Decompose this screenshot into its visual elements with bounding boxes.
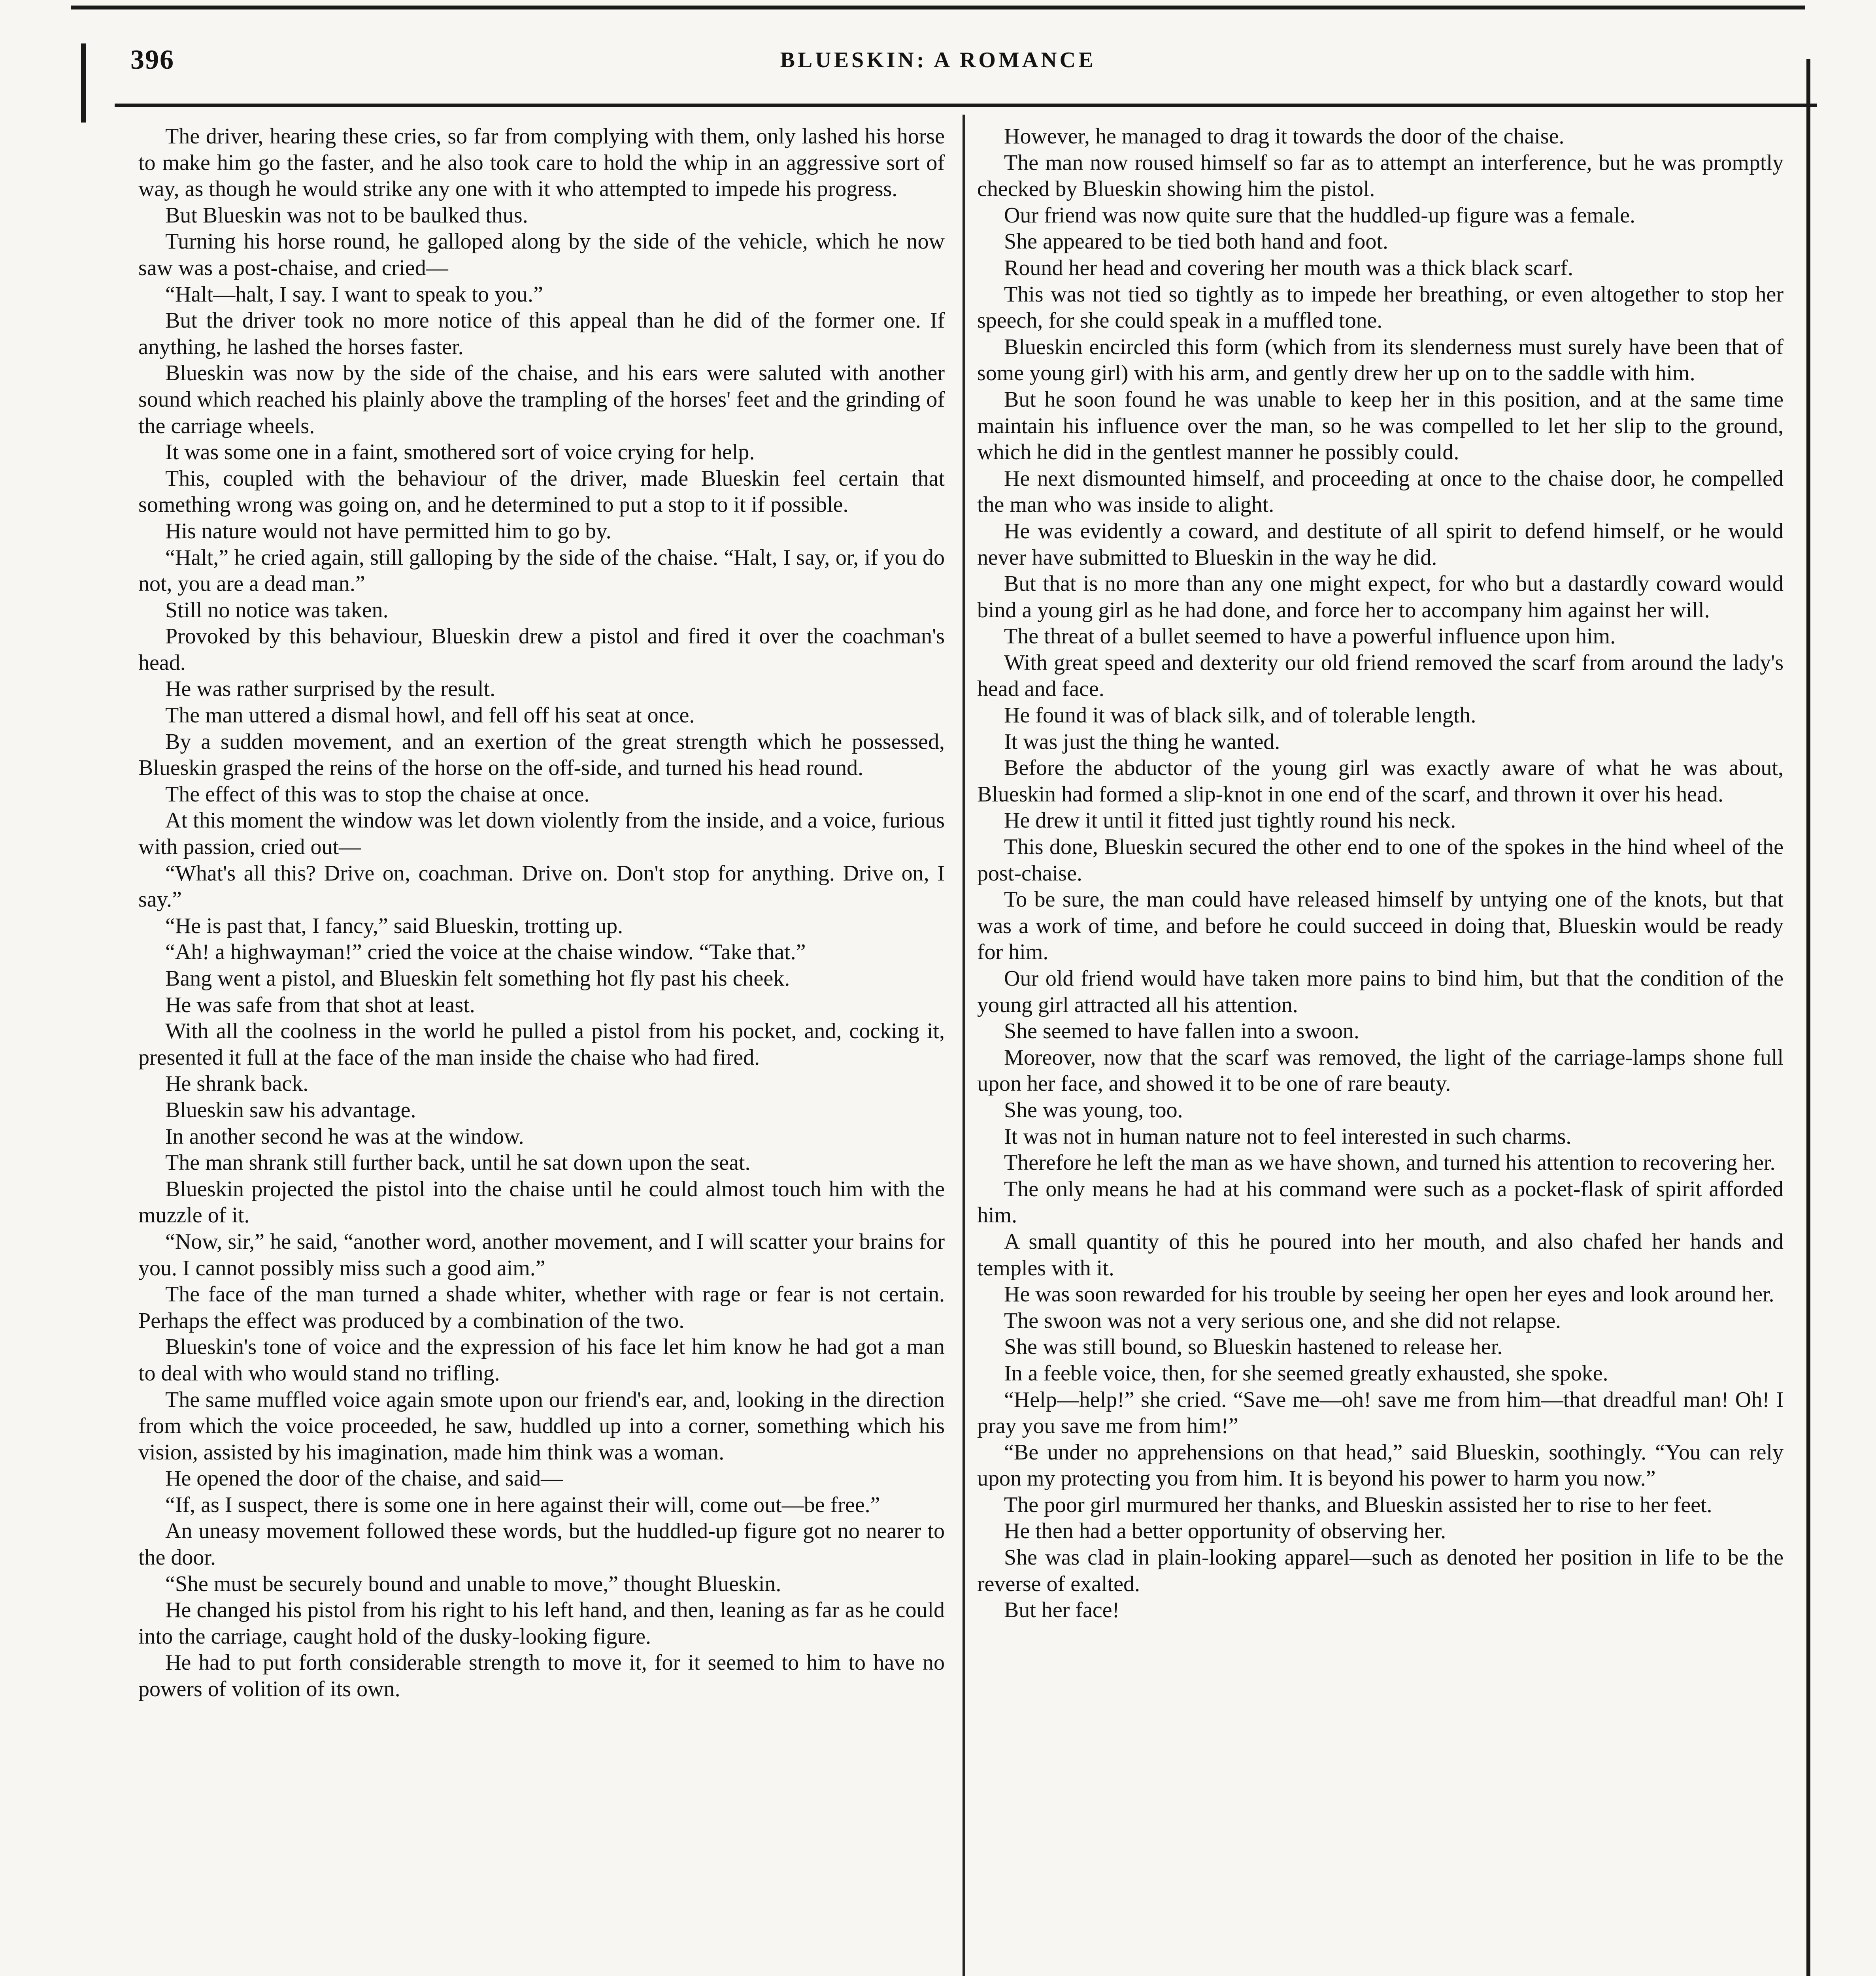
paragraph: But the driver took no more notice of this appeal than he did of the former one. If anything, he lashed the horses faster. — [138, 308, 945, 359]
paragraph: He next dismounted himself, and proceeding at once to the chaise door, he compelled the man who was inside to alight. — [977, 466, 1784, 517]
paragraph: She was still bound, so Blueskin hastened to release her. — [1004, 1335, 1503, 1359]
paragraph: Bang went a pistol, and Blueskin felt something hot fly past his cheek. — [165, 966, 790, 991]
paragraph: He drew it until it fitted just tightly round his neck. — [1004, 808, 1456, 833]
paragraph: An uneasy movement followed these words, but the huddled-up figure got no nearer to the door. — [138, 1519, 945, 1570]
paragraph: He shrank back. — [165, 1071, 309, 1096]
paragraph: The swoon was not a very serious one, and she did not relapse. — [1004, 1308, 1561, 1333]
paragraph: The only means he had at his command were such as a pocket-flask of spirit afforded him. — [977, 1177, 1784, 1228]
paragraph: “If, as I suspect, there is some one in here against their will, come out—be free.” — [165, 1492, 880, 1517]
paragraph: “Now, sir,” he said, “another word, another movement, and I will scatter your brains for you. I cannot possibly miss such a good aim.” — [138, 1229, 945, 1280]
paragraph: Blueskin saw his advantage. — [165, 1097, 416, 1122]
running-title: BLUESKIN: A ROMANCE — [780, 48, 1096, 72]
paragraph: But he soon found he was unable to keep her in this position, and at the same time maintain his influence over the man, so he was compelled to let her slip to the ground, which he did in the gentlest manner he possibly could. — [977, 387, 1784, 465]
paragraph: Still no notice was taken. — [165, 598, 389, 622]
paragraph: Our old friend would have taken more pains to bind him, but that the condition of the young girl attracted all his attention. — [977, 966, 1784, 1017]
paragraph: “What's all this? Drive on, coachman. Drive on. Don't stop for anything. Drive on, I say.” — [138, 861, 945, 912]
paragraph: He changed his pistol from his right to his left hand, and then, leaning as far as he could into the carriage, caught hold of the dusky-looking figure. — [138, 1598, 945, 1649]
paragraph: This done, Blueskin secured the other end to one of the spokes in the hind wheel of the post-chaise. — [977, 835, 1784, 886]
paragraph: The face of the man turned a shade whiter, whether with rage or fear is not certain. Perhaps the effect was produced by a combination of the two. — [138, 1282, 945, 1333]
paragraph: Moreover, now that the scarf was removed, the light of the carriage-lamps shone full upon her face, and showed it to be one of rare beauty. — [977, 1045, 1784, 1096]
paragraph: “She must be securely bound and unable to move,” thought Blueskin. — [165, 1571, 781, 1596]
paragraph: Turning his horse round, he galloped along by the side of the vehicle, which he now saw was a post-chaise, and cried— — [138, 229, 945, 280]
paragraph: This, coupled with the behaviour of the driver, made Blueskin feel certain that something wrong was going on, and he determined to put a stop to it if possible. — [138, 466, 945, 517]
header-rule — [115, 104, 1817, 107]
paragraph: He was rather surprised by the result. — [165, 677, 496, 701]
paragraph: At this moment the window was let down violently from the inside, and a voice, furious with passion, cried out— — [138, 808, 945, 860]
paragraph: In a feeble voice, then, for she seemed greatly exhausted, she spoke. — [1004, 1361, 1608, 1386]
paragraph: She was young, too. — [1004, 1097, 1183, 1122]
paragraph: However, he managed to drag it towards the door of the chaise. — [1004, 124, 1565, 149]
paragraph: The same muffled voice again smote upon our friend's ear, and, looking in the direction from which the voice proceeded, he saw, huddled up into a corner, something which his vision, assisted by his imagination, made him think was a woman. — [138, 1387, 945, 1465]
right-margin-bar — [1806, 59, 1810, 1976]
paragraph: He was evidently a coward, and destitute of all spirit to defend himself, or he would never have submitted to Blueskin in the way he did. — [977, 519, 1784, 570]
paragraph: By a sudden movement, and an exertion of the great strength which he possessed, Blueskin grasped the reins of the horse on the off-side, and turned his head round. — [138, 729, 945, 781]
paragraph: The effect of this was to stop the chaise at once. — [165, 782, 590, 807]
right-text-column — [977, 123, 1784, 1623]
paragraph: Blueskin projected the pistol into the chaise until he could almost touch him with the muzzle of it. — [138, 1177, 945, 1228]
paragraph: The man uttered a dismal howl, and fell off his seat at once. — [165, 703, 695, 728]
paragraph: The driver, hearing these cries, so far from complying with them, only lashed his horse to make him go the faster, and he also took care to hold the whip in an aggressive sort of way, as though he would strike any one with it who attempted to impede his progress. — [138, 124, 945, 202]
paragraph: With all the coolness in the world he pulled a pistol from his pocket, and, cocking it, presented it full at the face of the man inside the chaise who had fired. — [138, 1019, 945, 1070]
paragraph: “Help—help!” she cried. “Save me—oh! save me from him—that dreadful man! Oh! I pray you save me from him!” — [977, 1387, 1784, 1439]
paragraph: This was not tied so tightly as to impede her breathing, or even altogether to stop her speech, for she could speak in a muffled tone. — [977, 282, 1784, 333]
paragraph: In another second he was at the window. — [165, 1124, 524, 1149]
paragraph: “Halt,” he cried again, still galloping by the side of the chaise. “Halt, I say, or, if you do not, you are a dead man.” — [138, 545, 945, 596]
paragraph: His nature would not have permitted him to go by. — [165, 519, 611, 543]
paragraph: Blueskin encircled this form (which from its slenderness must surely have been that of some young girl) with his arm, and gently drew her up on to the saddle with him. — [977, 334, 1784, 386]
paragraph: “Ah! a highwayman!” cried the voice at the chaise window. “Take that.” — [165, 940, 806, 965]
paragraph: He had to put forth considerable strength to move it, for it seemed to him to have no powers of volition of its own. — [138, 1650, 945, 1702]
paragraph: The poor girl murmured her thanks, and Blueskin assisted her to rise to her feet. — [1004, 1492, 1712, 1517]
paragraph: He was soon rewarded for his trouble by seeing her open her eyes and look around her. — [1004, 1282, 1774, 1307]
paragraph: She was clad in plain-looking apparel—such as denoted her position in life to be the reverse of exalted. — [977, 1545, 1784, 1596]
paragraph: It was some one in a faint, smothered sort of voice crying for help. — [165, 440, 755, 465]
paragraph: Round her head and covering her mouth was a thick black scarf. — [1004, 255, 1573, 280]
paragraph: She appeared to be tied both hand and foot. — [1004, 229, 1388, 254]
paragraph: But that is no more than any one might expect, for who but a dastardly coward would bind a young girl as he had done, and force her to accompany him against her will. — [977, 571, 1784, 622]
paragraph: But her face! — [1004, 1598, 1120, 1623]
paragraph: The man now roused himself so far as to attempt an interference, but he was promptly checked by Blueskin showing him the pistol. — [977, 150, 1784, 202]
paragraph: With great speed and dexterity our old friend removed the scarf from around the lady's head and face. — [977, 650, 1784, 701]
paragraph: But Blueskin was not to be baulked thus. — [165, 203, 528, 228]
paragraph: He found it was of black silk, and of tolerable length. — [1004, 703, 1476, 728]
paragraph: Our friend was now quite sure that the huddled-up figure was a female. — [1004, 203, 1636, 228]
page-number: 396 — [130, 45, 174, 75]
paragraph: Blueskin's tone of voice and the expression of his face let him know he had got a man to deal with who would stand no trifling. — [138, 1335, 945, 1386]
paragraph: “He is past that, I fancy,” said Blueskin, trotting up. — [165, 913, 623, 938]
paragraph: It was just the thing he wanted. — [1004, 729, 1280, 754]
paragraph: Provoked by this behaviour, Blueskin drew a pistol and fired it over the coachman's head. — [138, 624, 945, 675]
paragraph: The man shrank still further back, until he sat down upon the seat. — [165, 1150, 751, 1175]
paragraph: “Be under no apprehensions on that head,” said Blueskin, soothingly. “You can rely upon my protecting you from him. It is beyond his power to harm you now.” — [977, 1440, 1784, 1491]
paragraph: He opened the door of the chaise, and said— — [165, 1466, 563, 1491]
paragraph: Before the abductor of the young girl was exactly aware of what he was about, Blueskin had formed a slip-knot in one end of the scarf, and thrown it over his head. — [977, 756, 1784, 807]
top-rule — [71, 6, 1805, 9]
paragraph: “Halt—halt, I say. I want to speak to you.” — [165, 282, 543, 307]
left-text-column — [138, 123, 945, 1703]
column-divider — [963, 115, 965, 1976]
paragraph: He was safe from that shot at least. — [165, 992, 475, 1017]
paragraph: She seemed to have fallen into a swoon. — [1004, 1019, 1359, 1044]
paragraph: Blueskin was now by the side of the chaise, and his ears were saluted with another sound which reached his plainly above the trampling of the horses' feet and the grinding of the carriage wheels. — [138, 361, 945, 438]
paragraph: He then had a better opportunity of observing her. — [1004, 1519, 1446, 1544]
paragraph: The threat of a bullet seemed to have a powerful influence upon him. — [1004, 624, 1616, 649]
paragraph: A small quantity of this he poured into her mouth, and also chafed her hands and temples with it. — [977, 1229, 1784, 1280]
paragraph: Therefore he left the man as we have shown, and turned his attention to recovering her. — [1004, 1150, 1776, 1175]
paragraph: It was not in human nature not to feel interested in such charms. — [1004, 1124, 1572, 1149]
paragraph: To be sure, the man could have released himself by untying one of the knots, but that was a work of time, and before he could succeed in doing that, Blueskin would be ready for him. — [977, 887, 1784, 965]
